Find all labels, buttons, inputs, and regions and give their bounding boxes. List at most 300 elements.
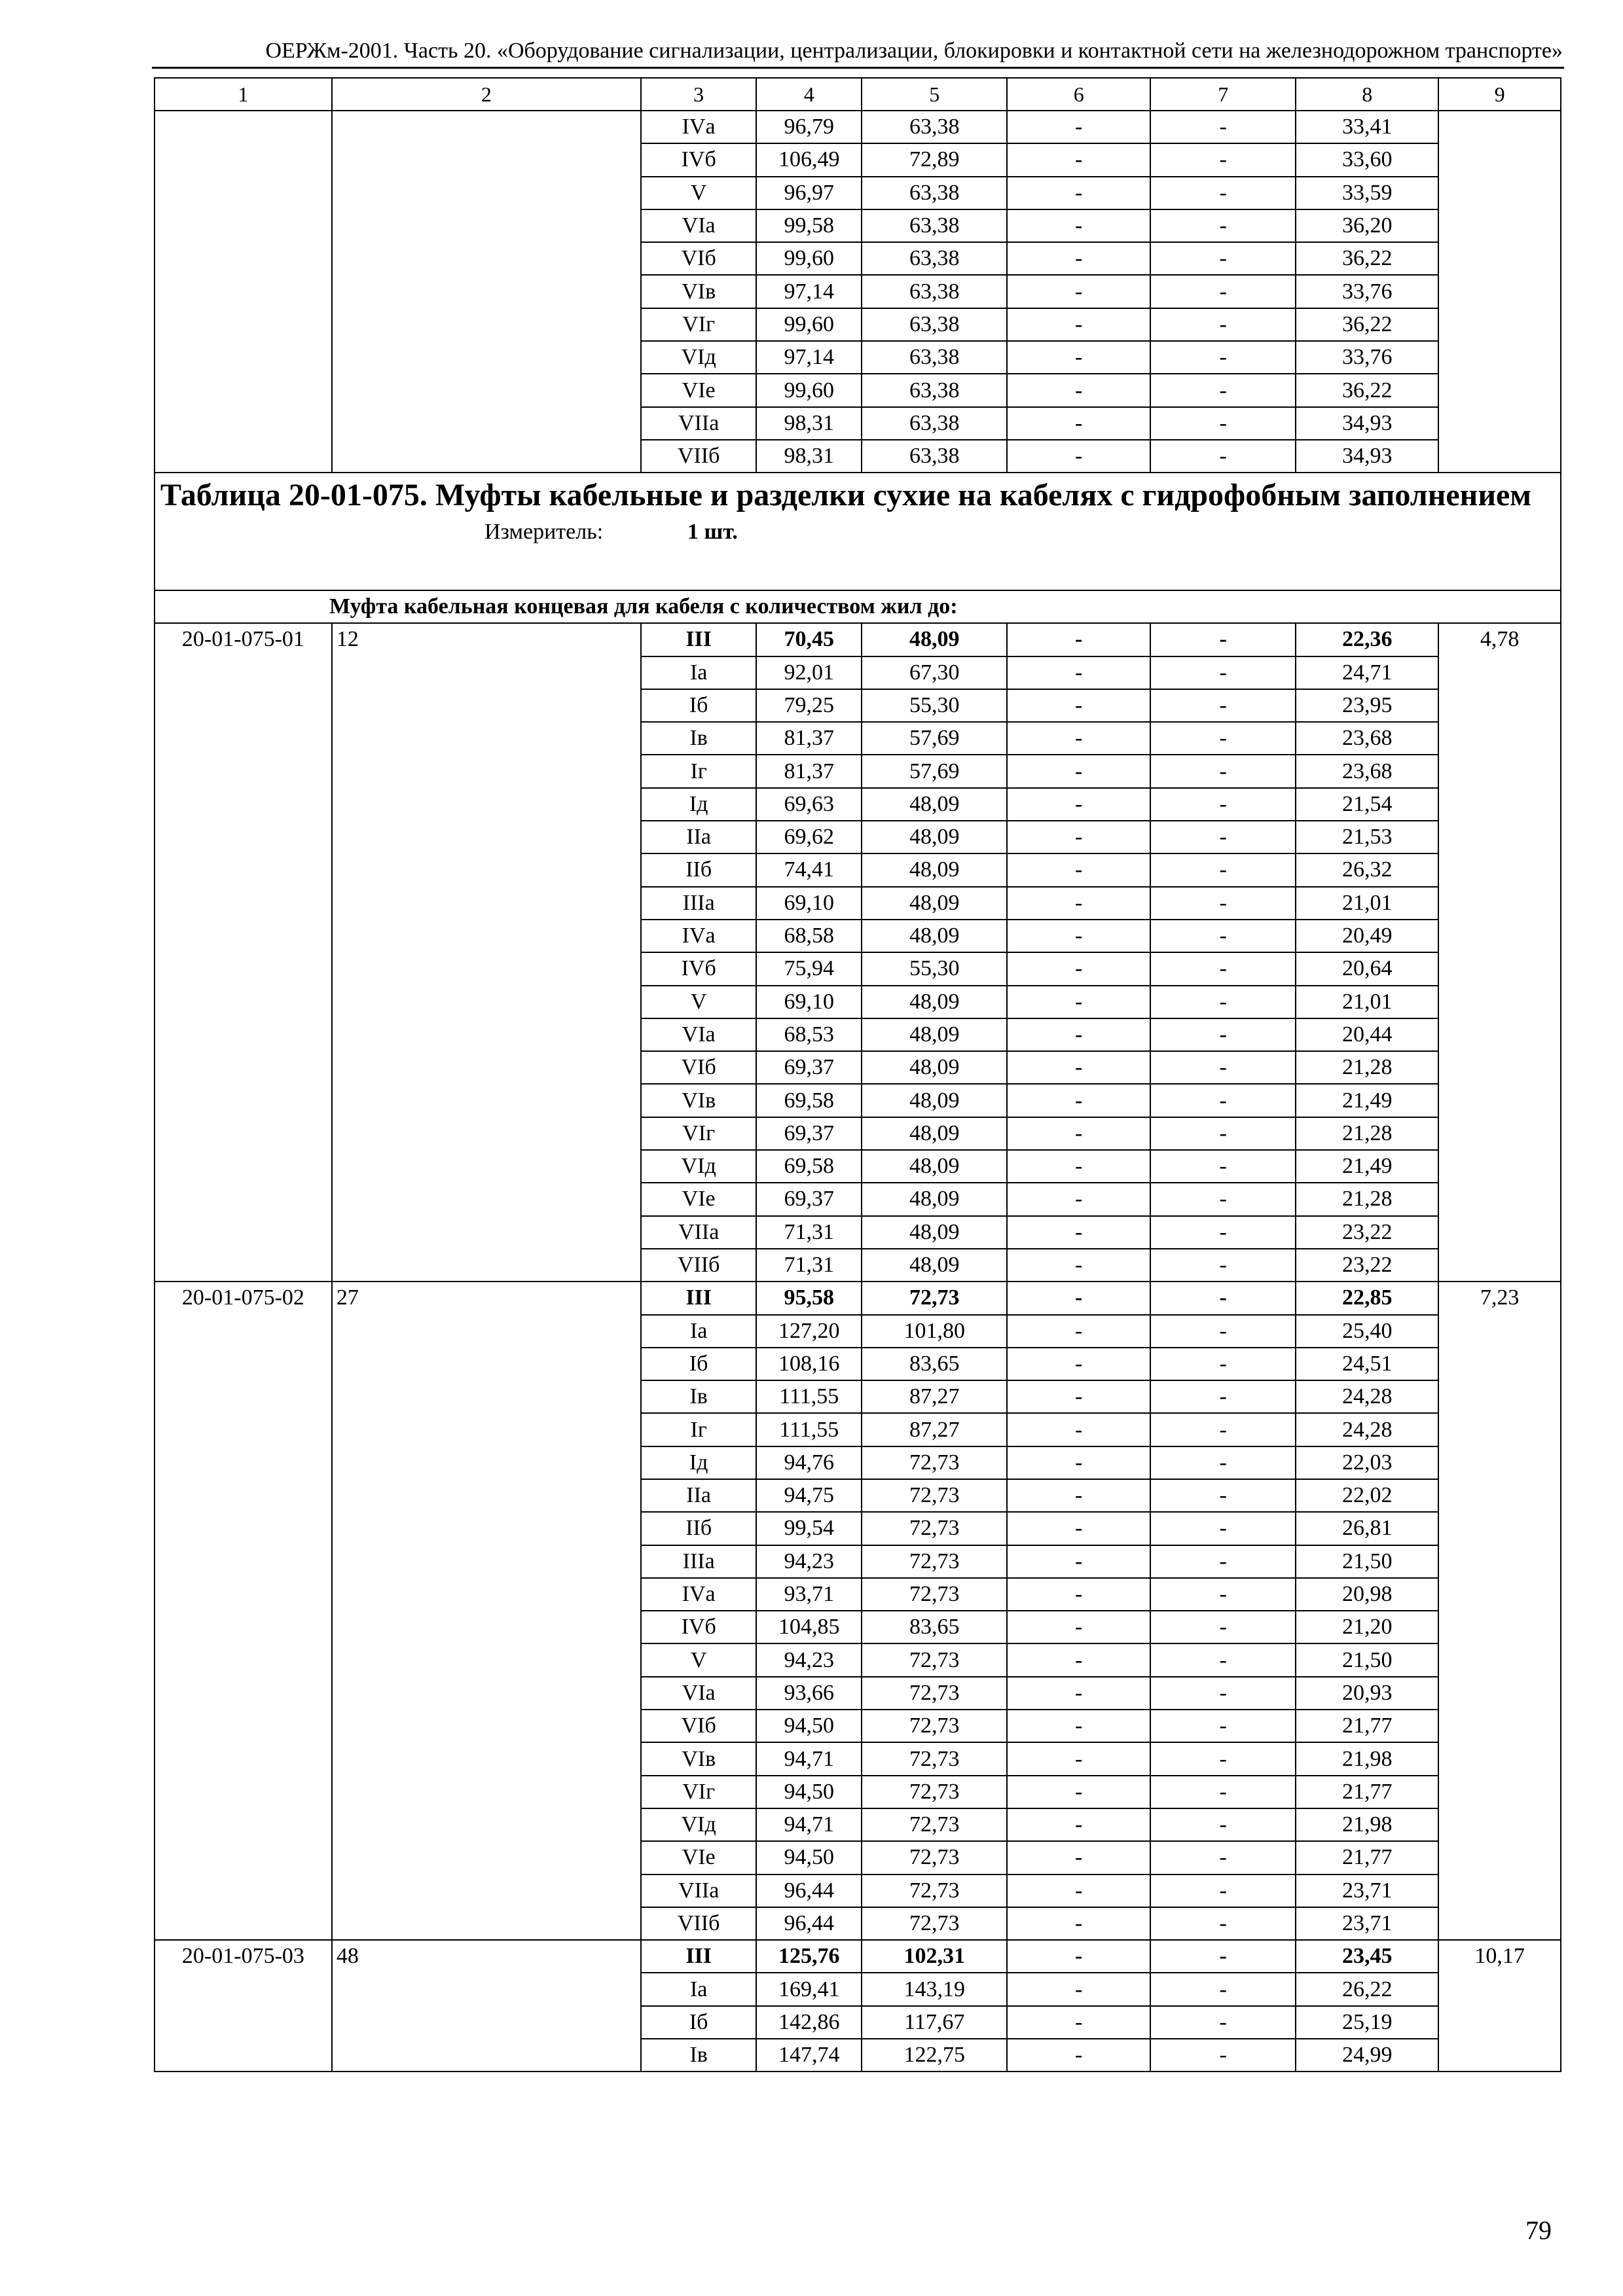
cell-col3: IIб bbox=[641, 1512, 756, 1545]
cell-col3: IVа bbox=[641, 111, 756, 143]
cell-col5: 63,38 bbox=[862, 308, 1007, 341]
cell-col4: 69,37 bbox=[756, 1117, 862, 1150]
cell-col7: - bbox=[1150, 1973, 1296, 2005]
cell-col5: 63,38 bbox=[862, 177, 1007, 209]
cell-col4: 96,44 bbox=[756, 1874, 862, 1907]
cell-col7: - bbox=[1150, 689, 1296, 722]
cell-col7: - bbox=[1150, 2039, 1296, 2072]
cell-col5: 102,31 bbox=[862, 1940, 1007, 1973]
cell-col7: - bbox=[1150, 788, 1296, 821]
cell-col7: - bbox=[1150, 853, 1296, 886]
cell-col7: - bbox=[1150, 1150, 1296, 1183]
page-header: ОЕРЖм-2001. Часть 20. «Оборудование сигнализации, централизации, блокировки и контактной сети на железнодорожном транспорте» bbox=[265, 39, 1563, 63]
cell-col3: IVа bbox=[641, 920, 756, 952]
cell-col7: - bbox=[1150, 722, 1296, 755]
cell-col6: - bbox=[1007, 887, 1150, 920]
cell-col6: - bbox=[1007, 1348, 1150, 1380]
cell-col6: - bbox=[1007, 1643, 1150, 1676]
cell-col8: 33,41 bbox=[1296, 111, 1438, 143]
column-number: 1 bbox=[155, 78, 332, 111]
cell-col3: IIIа bbox=[641, 887, 756, 920]
cell-col3: VIе bbox=[641, 374, 756, 406]
cell-col8: 24,28 bbox=[1296, 1413, 1438, 1446]
cell-col3: IVб bbox=[641, 952, 756, 985]
cell-col8: 21,98 bbox=[1296, 1808, 1438, 1841]
cell-col7: - bbox=[1150, 821, 1296, 853]
cell-col7: - bbox=[1150, 1776, 1296, 1808]
cell-col8: 21,01 bbox=[1296, 986, 1438, 1018]
cell-col7: - bbox=[1150, 1282, 1296, 1314]
item-name: 12 bbox=[332, 623, 641, 1282]
cell-col6: - bbox=[1007, 1907, 1150, 1940]
cell-col5: 67,30 bbox=[862, 656, 1007, 689]
cell-col7: - bbox=[1150, 407, 1296, 440]
cell-col8: 23,68 bbox=[1296, 722, 1438, 755]
cell-col5: 72,73 bbox=[862, 1677, 1007, 1710]
measure-value: 1 шт. bbox=[687, 520, 738, 545]
cell-col6: - bbox=[1007, 623, 1150, 656]
cell-col6: - bbox=[1007, 1710, 1150, 1742]
cell-col8: 21,49 bbox=[1296, 1150, 1438, 1183]
column-number: 3 bbox=[641, 78, 756, 111]
cell-col4: 75,94 bbox=[756, 952, 862, 985]
cell-col6: - bbox=[1007, 1940, 1150, 1973]
cell-col5: 72,73 bbox=[862, 1578, 1007, 1611]
cell-col8: 23,68 bbox=[1296, 755, 1438, 787]
cell-col4: 69,63 bbox=[756, 788, 862, 821]
cell-col8: 36,20 bbox=[1296, 209, 1438, 242]
cell-col7: - bbox=[1150, 656, 1296, 689]
cell-col6: - bbox=[1007, 722, 1150, 755]
cell-col8: 33,60 bbox=[1296, 143, 1438, 176]
cell-col6: - bbox=[1007, 689, 1150, 722]
cell-col9 bbox=[1438, 111, 1561, 473]
cell-col5: 72,73 bbox=[862, 1874, 1007, 1907]
cell-col4: 96,44 bbox=[756, 1907, 862, 1940]
cell-col6: - bbox=[1007, 275, 1150, 308]
cell-col5: 55,30 bbox=[862, 689, 1007, 722]
cell-col8: 24,71 bbox=[1296, 656, 1438, 689]
cell-col3: VIе bbox=[641, 1841, 756, 1874]
cell-col3: VIа bbox=[641, 1018, 756, 1051]
cell-col8: 23,71 bbox=[1296, 1907, 1438, 1940]
cell-col4: 169,41 bbox=[756, 1973, 862, 2005]
cell-col6: - bbox=[1007, 308, 1150, 341]
cell-col5: 57,69 bbox=[862, 722, 1007, 755]
cell-col5: 48,09 bbox=[862, 887, 1007, 920]
cell-col3: VIIб bbox=[641, 1249, 756, 1282]
cell-col4: 70,45 bbox=[756, 623, 862, 656]
cell-col8: 24,51 bbox=[1296, 1348, 1438, 1380]
cell-col7: - bbox=[1150, 1216, 1296, 1249]
cell-col3: Iг bbox=[641, 755, 756, 787]
cell-col7: - bbox=[1150, 1643, 1296, 1676]
cell-col4: 69,37 bbox=[756, 1051, 862, 1084]
cell-col7: - bbox=[1150, 887, 1296, 920]
cell-col5: 87,27 bbox=[862, 1380, 1007, 1413]
cell-col5: 83,65 bbox=[862, 1611, 1007, 1643]
cell-col7: - bbox=[1150, 1874, 1296, 1907]
cell-col3: VIг bbox=[641, 308, 756, 341]
cell-col3: Iа bbox=[641, 1315, 756, 1348]
cell-col6: - bbox=[1007, 341, 1150, 374]
column-number: 7 bbox=[1150, 78, 1296, 111]
cell-col8: 23,71 bbox=[1296, 1874, 1438, 1907]
cell-col8: 36,22 bbox=[1296, 374, 1438, 406]
cell-col5: 63,38 bbox=[862, 275, 1007, 308]
cell-col4: 94,71 bbox=[756, 1808, 862, 1841]
cell-col4: 97,14 bbox=[756, 341, 862, 374]
cell-col3: IVб bbox=[641, 1611, 756, 1643]
cell-col5: 72,73 bbox=[862, 1907, 1007, 1940]
cell-col7: - bbox=[1150, 1940, 1296, 1973]
cell-col5: 55,30 bbox=[862, 952, 1007, 985]
cell-col8: 25,19 bbox=[1296, 2006, 1438, 2039]
cell-col5: 72,73 bbox=[862, 1710, 1007, 1742]
cell-col6: - bbox=[1007, 242, 1150, 275]
cell-col6: - bbox=[1007, 1874, 1150, 1907]
cell-col3: VIб bbox=[641, 242, 756, 275]
cell-col7: - bbox=[1150, 1183, 1296, 1215]
cell-col7: - bbox=[1150, 755, 1296, 787]
cell-col4: 92,01 bbox=[756, 656, 862, 689]
cell-col3: Iб bbox=[641, 1348, 756, 1380]
cell-col6: - bbox=[1007, 1150, 1150, 1183]
cell-col7: - bbox=[1150, 1578, 1296, 1611]
header-rule bbox=[152, 67, 1564, 69]
cell-col4: 93,71 bbox=[756, 1578, 862, 1611]
cell-col7: - bbox=[1150, 374, 1296, 406]
cell-col5: 48,09 bbox=[862, 853, 1007, 886]
cell-col5: 72,73 bbox=[862, 1776, 1007, 1808]
column-number: 9 bbox=[1438, 78, 1561, 111]
cell-col3: VIIа bbox=[641, 1874, 756, 1907]
cell-col3: VIIб bbox=[641, 1907, 756, 1940]
cell-col4: 111,55 bbox=[756, 1413, 862, 1446]
cell-col3: V bbox=[641, 986, 756, 1018]
cell-col7: - bbox=[1150, 1677, 1296, 1710]
cell-col7: - bbox=[1150, 341, 1296, 374]
cell-col8: 33,76 bbox=[1296, 341, 1438, 374]
cell-col7: - bbox=[1150, 143, 1296, 176]
cell-col1 bbox=[155, 111, 332, 473]
column-number: 2 bbox=[332, 78, 641, 111]
cell-col6: - bbox=[1007, 821, 1150, 853]
cell-col4: 69,58 bbox=[756, 1150, 862, 1183]
cell-col8: 25,40 bbox=[1296, 1315, 1438, 1348]
cell-col5: 72,89 bbox=[862, 143, 1007, 176]
cell-col7: - bbox=[1150, 1808, 1296, 1841]
cell-col7: - bbox=[1150, 1512, 1296, 1545]
cell-col8: 20,93 bbox=[1296, 1677, 1438, 1710]
cell-col6: - bbox=[1007, 1742, 1150, 1775]
cell-col4: 94,50 bbox=[756, 1841, 862, 1874]
cell-col5: 63,38 bbox=[862, 407, 1007, 440]
cell-col6: - bbox=[1007, 1249, 1150, 1282]
cell-col4: 99,54 bbox=[756, 1512, 862, 1545]
cell-col5: 63,38 bbox=[862, 111, 1007, 143]
cell-col3: VIв bbox=[641, 275, 756, 308]
cell-col3: Iб bbox=[641, 2006, 756, 2039]
cell-col3: VIд bbox=[641, 1808, 756, 1841]
cell-col3: IIIа bbox=[641, 1545, 756, 1578]
cell-col4: 94,75 bbox=[756, 1479, 862, 1512]
cell-col6: - bbox=[1007, 1117, 1150, 1150]
cell-col7: - bbox=[1150, 1249, 1296, 1282]
cell-col6: - bbox=[1007, 177, 1150, 209]
cell-col5: 63,38 bbox=[862, 209, 1007, 242]
column-number-row bbox=[155, 78, 1561, 111]
cell-col7: - bbox=[1150, 1315, 1296, 1348]
cell-col3: Iа bbox=[641, 1973, 756, 2005]
item-code: 20-01-075-02 bbox=[155, 1282, 332, 1940]
cell-col4: 106,49 bbox=[756, 143, 862, 176]
cell-col8: 21,28 bbox=[1296, 1117, 1438, 1150]
cell-col5: 48,09 bbox=[862, 1117, 1007, 1150]
cell-col6: - bbox=[1007, 920, 1150, 952]
cell-col4: 96,79 bbox=[756, 111, 862, 143]
cell-col4: 71,31 bbox=[756, 1249, 862, 1282]
cell-col4: 111,55 bbox=[756, 1380, 862, 1413]
table-row bbox=[155, 1282, 1561, 1314]
cell-col5: 48,09 bbox=[862, 1018, 1007, 1051]
cell-col3: V bbox=[641, 1643, 756, 1676]
cell-col3: VIд bbox=[641, 1150, 756, 1183]
cell-col8: 21,77 bbox=[1296, 1710, 1438, 1742]
item-col9: 10,17 bbox=[1438, 1940, 1561, 2072]
cell-col3: Iа bbox=[641, 656, 756, 689]
cell-col5: 72,73 bbox=[862, 1545, 1007, 1578]
cell-col3: V bbox=[641, 177, 756, 209]
cell-col4: 94,76 bbox=[756, 1446, 862, 1479]
cell-col4: 98,31 bbox=[756, 407, 862, 440]
cell-col7: - bbox=[1150, 920, 1296, 952]
cell-col6: - bbox=[1007, 2006, 1150, 2039]
table-title: Таблица 20-01-075. Муфты кабельные и разделки сухие на кабелях с гидрофобным заполнением bbox=[160, 478, 1531, 513]
cell-col3: IIб bbox=[641, 853, 756, 886]
item-name: 48 bbox=[332, 1940, 641, 2072]
cell-col7: - bbox=[1150, 1545, 1296, 1578]
cell-col6: - bbox=[1007, 374, 1150, 406]
cell-col4: 71,31 bbox=[756, 1216, 862, 1249]
cell-col3: VIIа bbox=[641, 1216, 756, 1249]
cell-col7: - bbox=[1150, 1841, 1296, 1874]
cell-col3: IVб bbox=[641, 143, 756, 176]
cell-col3: III bbox=[641, 1282, 756, 1314]
cell-col5: 48,09 bbox=[862, 821, 1007, 853]
cell-col3: Iд bbox=[641, 788, 756, 821]
cell-col7: - bbox=[1150, 623, 1296, 656]
cell-col3: Iв bbox=[641, 1380, 756, 1413]
cell-col8: 33,59 bbox=[1296, 177, 1438, 209]
item-col9: 7,23 bbox=[1438, 1282, 1561, 1940]
cell-col3: III bbox=[641, 1940, 756, 1973]
cell-col5: 117,67 bbox=[862, 2006, 1007, 2039]
cell-col7: - bbox=[1150, 308, 1296, 341]
cell-col7: - bbox=[1150, 952, 1296, 985]
cell-col8: 26,22 bbox=[1296, 1973, 1438, 2005]
cell-col7: - bbox=[1150, 2006, 1296, 2039]
cell-col8: 21,49 bbox=[1296, 1084, 1438, 1117]
cell-col4: 81,37 bbox=[756, 755, 862, 787]
cell-col5: 72,73 bbox=[862, 1742, 1007, 1775]
cell-col5: 48,09 bbox=[862, 1249, 1007, 1282]
cell-col8: 22,03 bbox=[1296, 1446, 1438, 1479]
cell-col5: 63,38 bbox=[862, 440, 1007, 473]
table-title-cell bbox=[155, 473, 1561, 590]
cell-col8: 21,54 bbox=[1296, 788, 1438, 821]
cell-col8: 33,76 bbox=[1296, 275, 1438, 308]
cell-col4: 98,31 bbox=[756, 440, 862, 473]
cell-col3: VIг bbox=[641, 1117, 756, 1150]
cell-col5: 83,65 bbox=[862, 1348, 1007, 1380]
cell-col8: 24,99 bbox=[1296, 2039, 1438, 2072]
cell-col6: - bbox=[1007, 1545, 1150, 1578]
cell-col4: 81,37 bbox=[756, 722, 862, 755]
cell-col8: 23,22 bbox=[1296, 1249, 1438, 1282]
cell-col8: 24,28 bbox=[1296, 1380, 1438, 1413]
table-row bbox=[155, 111, 1561, 143]
cell-col4: 97,14 bbox=[756, 275, 862, 308]
cell-col6: - bbox=[1007, 755, 1150, 787]
cell-col4: 99,60 bbox=[756, 308, 862, 341]
cell-col6: - bbox=[1007, 853, 1150, 886]
cell-col6: - bbox=[1007, 143, 1150, 176]
cell-col3: VIв bbox=[641, 1742, 756, 1775]
cell-col5: 48,09 bbox=[862, 788, 1007, 821]
cell-col6: - bbox=[1007, 407, 1150, 440]
cell-col3: VIIб bbox=[641, 440, 756, 473]
cell-col5: 48,09 bbox=[862, 1216, 1007, 1249]
item-code: 20-01-075-01 bbox=[155, 623, 332, 1282]
table-row bbox=[155, 623, 1561, 656]
table-title-row bbox=[155, 473, 1561, 590]
measure-row bbox=[160, 519, 1555, 545]
cell-col8: 21,77 bbox=[1296, 1841, 1438, 1874]
cell-col4: 68,53 bbox=[756, 1018, 862, 1051]
cell-col8: 21,77 bbox=[1296, 1776, 1438, 1808]
cell-col4: 93,66 bbox=[756, 1677, 862, 1710]
cell-col7: - bbox=[1150, 1710, 1296, 1742]
cell-col8: 21,50 bbox=[1296, 1643, 1438, 1676]
cell-col3: IIа bbox=[641, 1479, 756, 1512]
cell-col7: - bbox=[1150, 1413, 1296, 1446]
cell-col7: - bbox=[1150, 111, 1296, 143]
cell-col4: 104,85 bbox=[756, 1611, 862, 1643]
table-row bbox=[155, 1940, 1561, 1973]
cell-col8: 22,85 bbox=[1296, 1282, 1438, 1314]
cell-col7: - bbox=[1150, 242, 1296, 275]
column-number: 6 bbox=[1007, 78, 1150, 111]
cell-col6: - bbox=[1007, 1578, 1150, 1611]
cell-col3: Iв bbox=[641, 2039, 756, 2072]
cell-col5: 122,75 bbox=[862, 2039, 1007, 2072]
cell-col4: 108,16 bbox=[756, 1348, 862, 1380]
cell-col5: 72,73 bbox=[862, 1282, 1007, 1314]
cell-col3: Iд bbox=[641, 1446, 756, 1479]
column-number: 8 bbox=[1296, 78, 1438, 111]
cell-col8: 21,53 bbox=[1296, 821, 1438, 853]
cell-col7: - bbox=[1150, 1742, 1296, 1775]
cell-col4: 69,10 bbox=[756, 887, 862, 920]
cell-col8: 20,64 bbox=[1296, 952, 1438, 985]
cell-col6: - bbox=[1007, 1808, 1150, 1841]
cell-col8: 20,44 bbox=[1296, 1018, 1438, 1051]
cell-col7: - bbox=[1150, 1348, 1296, 1380]
cell-col6: - bbox=[1007, 1446, 1150, 1479]
cell-col4: 94,50 bbox=[756, 1776, 862, 1808]
cell-col5: 63,38 bbox=[862, 374, 1007, 406]
cell-col5: 72,73 bbox=[862, 1841, 1007, 1874]
cell-col8: 36,22 bbox=[1296, 308, 1438, 341]
cell-col6: - bbox=[1007, 1611, 1150, 1643]
cell-col4: 69,62 bbox=[756, 821, 862, 853]
cell-col4: 99,58 bbox=[756, 209, 862, 242]
cell-col5: 143,19 bbox=[862, 1973, 1007, 2005]
cell-col6: - bbox=[1007, 1841, 1150, 1874]
cell-col3: VIб bbox=[641, 1710, 756, 1742]
cell-col8: 21,98 bbox=[1296, 1742, 1438, 1775]
cell-col6: - bbox=[1007, 1776, 1150, 1808]
cell-col4: 94,71 bbox=[756, 1742, 862, 1775]
cell-col8: 21,28 bbox=[1296, 1051, 1438, 1084]
cell-col7: - bbox=[1150, 209, 1296, 242]
item-code: 20-01-075-03 bbox=[155, 1940, 332, 2072]
cell-col7: - bbox=[1150, 1051, 1296, 1084]
cell-col3: VIд bbox=[641, 341, 756, 374]
cell-col7: - bbox=[1150, 275, 1296, 308]
cell-col5: 72,73 bbox=[862, 1446, 1007, 1479]
cell-col6: - bbox=[1007, 1282, 1150, 1314]
cell-col7: - bbox=[1150, 1084, 1296, 1117]
cell-col4: 125,76 bbox=[756, 1940, 862, 1973]
cell-col5: 63,38 bbox=[862, 242, 1007, 275]
cell-col6: - bbox=[1007, 2039, 1150, 2072]
cell-col7: - bbox=[1150, 440, 1296, 473]
cell-col8: 22,02 bbox=[1296, 1479, 1438, 1512]
cell-col6: - bbox=[1007, 1051, 1150, 1084]
cell-col6: - bbox=[1007, 1216, 1150, 1249]
cell-col6: - bbox=[1007, 1380, 1150, 1413]
cell-col3: VIа bbox=[641, 1677, 756, 1710]
cell-col8: 34,93 bbox=[1296, 407, 1438, 440]
cell-col4: 127,20 bbox=[756, 1315, 862, 1348]
cell-col5: 72,73 bbox=[862, 1512, 1007, 1545]
cell-col5: 101,80 bbox=[862, 1315, 1007, 1348]
cell-col3: VIIа bbox=[641, 407, 756, 440]
cell-col8: 21,20 bbox=[1296, 1611, 1438, 1643]
cell-col5: 72,73 bbox=[862, 1479, 1007, 1512]
subheading: Муфта кабельная концевая для кабеля с количеством жил до: bbox=[155, 590, 1561, 623]
cell-col4: 94,23 bbox=[756, 1545, 862, 1578]
cell-col3: Iв bbox=[641, 722, 756, 755]
cell-col3: IIа bbox=[641, 821, 756, 853]
page-number: 79 bbox=[1525, 2215, 1552, 2245]
cell-col3: Iб bbox=[641, 689, 756, 722]
cell-col7: - bbox=[1150, 1018, 1296, 1051]
cell-col8: 21,01 bbox=[1296, 887, 1438, 920]
subheading-row bbox=[155, 590, 1561, 623]
cell-col3: Iг bbox=[641, 1413, 756, 1446]
cell-col6: - bbox=[1007, 1479, 1150, 1512]
cell-col4: 74,41 bbox=[756, 853, 862, 886]
cell-col4: 94,23 bbox=[756, 1643, 862, 1676]
cell-col6: - bbox=[1007, 1315, 1150, 1348]
cell-col5: 57,69 bbox=[862, 755, 1007, 787]
cell-col3: VIг bbox=[641, 1776, 756, 1808]
cell-col6: - bbox=[1007, 111, 1150, 143]
cell-col5: 72,73 bbox=[862, 1808, 1007, 1841]
